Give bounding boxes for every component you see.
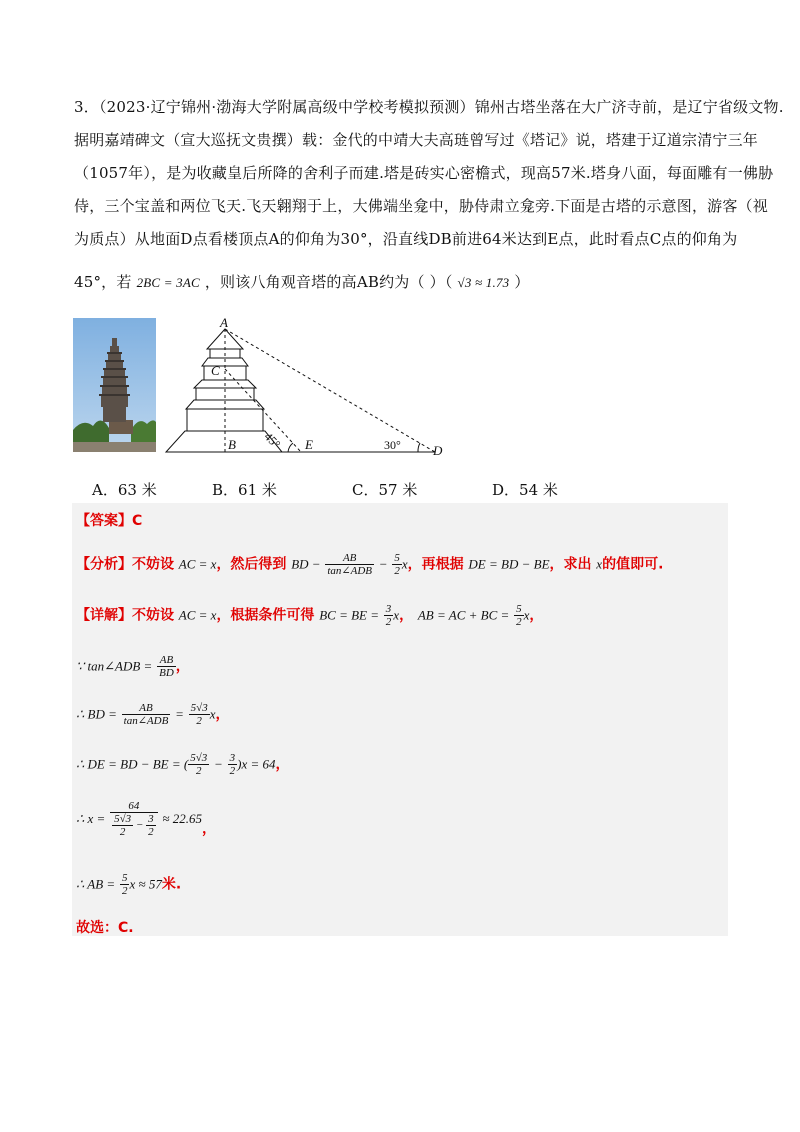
- analysis-frac-2: $\frac{5}{2}$: [394, 552, 400, 577]
- step-5-rhs: x ≈ 57: [129, 876, 162, 892]
- option-d[interactable]: D．54 米: [492, 481, 558, 499]
- step-2-eq: =: [175, 706, 184, 722]
- step-4-lhs: ∴ x =: [76, 811, 106, 826]
- step-5-frac: $\frac{5}{2}$: [121, 872, 128, 897]
- option-a[interactable]: A．63 米: [92, 481, 157, 499]
- detail-tag: 【详解】: [76, 607, 132, 624]
- detail-text-4: ，: [529, 607, 544, 624]
- label-B: B: [228, 437, 236, 452]
- analysis-math-2a: BD −: [291, 556, 321, 572]
- question-line-5: 为质点）从地面D点看楼顶点A的仰角为30°，沿直线DB前进64米达到E点，此时看点C点的仰角为: [74, 230, 738, 248]
- question-line-4: 侍，三个宝盖和两位飞天.飞天翱翔于上，大佛端坐龛中，胁侍肃立龛旁.下面是古塔的示意图，游客（视: [74, 197, 768, 215]
- step-5-unit: 米.: [161, 876, 182, 893]
- step-4: [76, 800, 216, 838]
- step-2-frac-2: $\frac{5√3}{2}$: [190, 702, 208, 727]
- step-4-approx: ≈ 22.65: [162, 811, 203, 826]
- step-3-comma: ，: [275, 756, 290, 773]
- step-4-frac: 64 $\frac{5√3}{2}$ − $\frac{3}{2}$: [110, 800, 157, 838]
- step-1-comma: ，: [175, 658, 190, 675]
- option-b[interactable]: B．61 米: [212, 481, 277, 499]
- question-line-3: （1057年），是为收藏皇后所降的舍利子而建.塔是砖实心密檐式，现高57米.塔身八面，每面雕有一佛胁: [74, 164, 774, 182]
- detail-text-1: 不妨设: [132, 607, 174, 624]
- detail-text-3: ，: [399, 607, 414, 624]
- final-choice-text: 故选：C.: [76, 920, 134, 936]
- step-3-frac-1: $\frac{5√3}{2}$: [190, 752, 208, 777]
- detail-line: [76, 603, 543, 628]
- detail-math-3b: x: [523, 607, 530, 623]
- step-3-lhs: ∴ DE = BD − BE = (: [76, 756, 189, 772]
- analysis-line: [76, 552, 663, 577]
- label-C: C: [211, 363, 220, 378]
- analysis-text-5: 的值即可.: [602, 556, 664, 573]
- pagoda-photo-drawing: [73, 318, 156, 452]
- label-E: E: [305, 437, 313, 452]
- step-4-comma: ，: [202, 821, 217, 837]
- analysis-tag: 【分析】: [76, 556, 132, 573]
- question-line-6: [74, 272, 530, 293]
- analysis-text-3: ，再根据: [407, 556, 464, 573]
- analysis-math-3: DE = BD − BE: [468, 556, 550, 572]
- step-2-frac-1: $\frac{AB}{\text{tan∠ADB}}$: [123, 702, 169, 727]
- step-3-minus: −: [214, 756, 223, 772]
- detail-math-3a: AB = AC + BC =: [417, 607, 510, 623]
- q6-approx: √3 ≈ 1.73: [457, 275, 510, 290]
- angle-label-D: 30°: [384, 438, 401, 452]
- step-2-x: x: [209, 706, 216, 722]
- analysis-text-1: 不妨设: [132, 556, 174, 573]
- final-choice: [76, 917, 134, 938]
- answer-line: [76, 510, 142, 531]
- detail-math-1: AC = x: [178, 607, 217, 623]
- step-3-rhs: )x = 64: [237, 756, 276, 772]
- pagoda-diagram-svg: [160, 312, 460, 462]
- step-1-frac: $\frac{AB}{BD}$: [159, 654, 174, 679]
- q6-suffix: ）: [514, 273, 530, 291]
- detail-math-2b: x: [393, 607, 400, 623]
- angle-arc-D: [418, 443, 420, 452]
- analysis-math-4: x: [596, 556, 603, 572]
- step-5-lhs: ∴ AB =: [76, 876, 116, 892]
- analysis-math-2c: x: [401, 556, 408, 572]
- q6-condition: 2BC = 3AC: [136, 275, 200, 290]
- q6-middle: ，则该八角观音塔的高AB约为（ ）（: [204, 273, 453, 291]
- question-line-1: 3．（2023·辽宁锦州·渤海大学附属高级中学校考模拟预测）锦州古塔坐落在大广济寺前，是辽宁省级文物.: [74, 98, 784, 116]
- angle-arc-E: [288, 443, 293, 452]
- detail-text-2: ，根据条件可得: [216, 607, 315, 624]
- answer-value: C: [132, 513, 143, 529]
- analysis-math-2b: −: [378, 556, 388, 572]
- step-1: [76, 654, 190, 679]
- answer-tag: 【答案】: [76, 513, 132, 529]
- detail-frac-1: $\frac{3}{2}$: [385, 603, 392, 628]
- step-2-lhs: ∴ BD =: [76, 706, 117, 722]
- options-row: [92, 480, 652, 502]
- analysis-frac-1: $\frac{AB}{\text{tan∠ADB}}$: [327, 552, 373, 577]
- question-line-2: 据明嘉靖碑文（宣大巡抚文贵撰）载：金代的中靖大夫高琏曾写过《塔记》说，塔建于辽道宗清宁三年: [74, 131, 759, 149]
- angle-label-E: 45°: [261, 429, 284, 452]
- pagoda-diagram: [160, 312, 460, 462]
- pagoda-photo: [73, 318, 156, 452]
- step-3-frac-2: $\frac{3}{2}$: [229, 752, 236, 777]
- analysis-math-1: AC = x: [178, 556, 217, 572]
- step-3: [76, 752, 289, 777]
- option-c[interactable]: C．57 米: [352, 481, 418, 499]
- step-2: [76, 702, 229, 727]
- detail-frac-2: $\frac{5}{2}$: [516, 603, 522, 628]
- sight-line-DA: [225, 329, 435, 452]
- detail-math-2a: BC = BE =: [319, 607, 380, 623]
- label-D: D: [433, 443, 443, 458]
- step-5: [76, 872, 181, 897]
- step-1-lhs: ∵ tan∠ADB =: [76, 658, 153, 674]
- analysis-text-4: ，求出: [549, 556, 592, 573]
- step-2-comma: ，: [215, 706, 230, 723]
- analysis-text-2: ，然后得到: [216, 556, 287, 573]
- label-A: A: [220, 315, 228, 330]
- q6-prefix: 45°，若: [74, 273, 132, 291]
